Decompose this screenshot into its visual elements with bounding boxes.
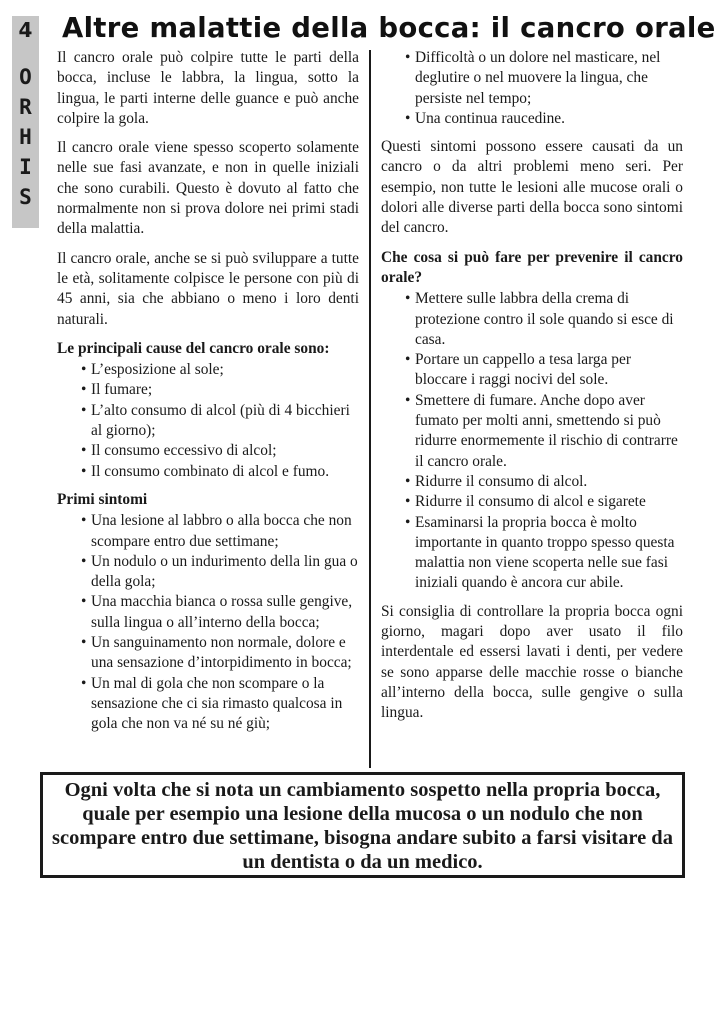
orhis-letter: I xyxy=(19,155,32,179)
list-item: • Una macchia bianca o rossa sulle gengive, sulla lingua o all’interno della bocca; xyxy=(57,592,359,633)
list-item: • Esaminarsi la propria bocca è molto importante in quanto troppo spesso questa malattia non viene scoperta nelle sue fasi iniziali quando è ancora cur abile. xyxy=(381,513,683,594)
list-item: • Difficoltà o un dolore nel masticare, nel deglutire o nel muovere la lingua, che persiste nel tempo; xyxy=(381,48,683,109)
list-item: • Una continua raucedine. xyxy=(381,109,683,129)
sidebar-tab xyxy=(12,16,39,228)
list-item: • Ridurre il consumo di alcol. xyxy=(381,472,683,492)
self-check-paragraph: Si consiglia di controllare la propria bocca ogni giorno, magari dopo aver usato il filo interdentale ed essersi lavati i denti, per vedere se sono apparse delle macchie rosse o bianche all’interno della bocca, sulle gengive o sulla lingua. xyxy=(381,602,683,722)
list-item: • Mettere sulle labbra della crema di protezione contro il sole quando si esce di casa. xyxy=(381,289,683,350)
list-item: • Il consumo combinato di alcol e fumo. xyxy=(57,462,359,482)
orhis-letter: O xyxy=(19,65,32,89)
left-column xyxy=(57,48,359,743)
list-item: • Portare un cappello a tesa larga per bloccare i raggi nocivi del sole. xyxy=(381,350,683,391)
list-item: • L’alto consumo di alcol (più di 4 bicchieri al giorno); xyxy=(57,401,359,442)
list-item: • Una lesione al labbro o alla bocca che non scompare entro due settimane; xyxy=(57,511,359,552)
column-divider xyxy=(369,50,371,768)
causes-heading: Le principali cause del cancro orale sono: xyxy=(57,339,330,357)
list-item: • L’esposizione al sole; xyxy=(57,360,359,380)
prevention-list xyxy=(381,289,683,593)
orhis-vertical-label xyxy=(12,62,39,212)
symptoms-heading: Primi sintomi xyxy=(57,490,148,508)
right-column xyxy=(381,48,683,733)
list-item: • Smettere di fumare. Anche dopo aver fumato per molti anni, smettendo si può ridurre enormemente il rischio di contrarre il cancro orale. xyxy=(381,391,683,472)
other-causes-paragraph: Questi sintomi possono essere causati da un cancro o da altri problemi meno seri. Per esempio, non tutte le lesioni alle mucose orali o dolori alle diverse parti della bocca sono sintomi del cancro. xyxy=(381,138,683,237)
list-item: • Un sanguinamento non normale, dolore e una sensazione d’intorpidimento in bocca; xyxy=(57,633,359,674)
intro-paragraph: Il cancro orale può colpire tutte le parti della bocca, incluse le labbra, la lingua, sotto la lingua, le parti interne delle guance e può anche colpire la gola. xyxy=(57,49,359,127)
age-paragraph: Il cancro orale, anche se si può sviluppare a tutte le età, solitamente colpisce le persone con più di 45 anni, sia che abbiano o meno i loro denti naturali. xyxy=(57,249,359,328)
symptoms-list-continued xyxy=(381,48,683,129)
orhis-letter: R xyxy=(19,95,32,119)
list-item: • Un nodulo o un indurimento della lin gua o della gola; xyxy=(57,552,359,593)
prevention-heading: Che cosa si può fare per prevenire il cancro orale? xyxy=(381,248,683,286)
page-number: 4 xyxy=(18,18,33,42)
list-item: • Il consumo eccessivo di alcol; xyxy=(57,441,359,461)
orhis-letter: S xyxy=(19,185,32,209)
list-item: • Un mal di gola che non scompare o la sensazione che ci sia rimasto qualcosa in gola che non va né su né giù; xyxy=(57,674,359,735)
page-title: Altre malattie della bocca: il cancro orale xyxy=(62,12,716,44)
warning-callout-box: Ogni volta che si nota un cambiamento sospetto nella propria bocca, quale per esempio una lesione della mucosa o un nodulo che non scompare entro due settimane, bisogna andare subito a farsi visitare da un dentista o da un medico. xyxy=(40,772,685,878)
causes-list xyxy=(57,360,359,482)
detection-paragraph: Il cancro orale viene spesso scoperto solamente nelle sue fasi avanzate, e non in quelle iniziali che sono curabili. Questo è dovuto al fatto che normalmente non si prova dolore nei primi stadi della malattia. xyxy=(57,139,359,238)
list-item: • Il fumare; xyxy=(57,380,359,400)
orhis-letter: H xyxy=(19,125,32,149)
list-item: • Ridurre il consumo di alcol e sigarete xyxy=(381,492,683,512)
symptoms-list xyxy=(57,511,359,734)
